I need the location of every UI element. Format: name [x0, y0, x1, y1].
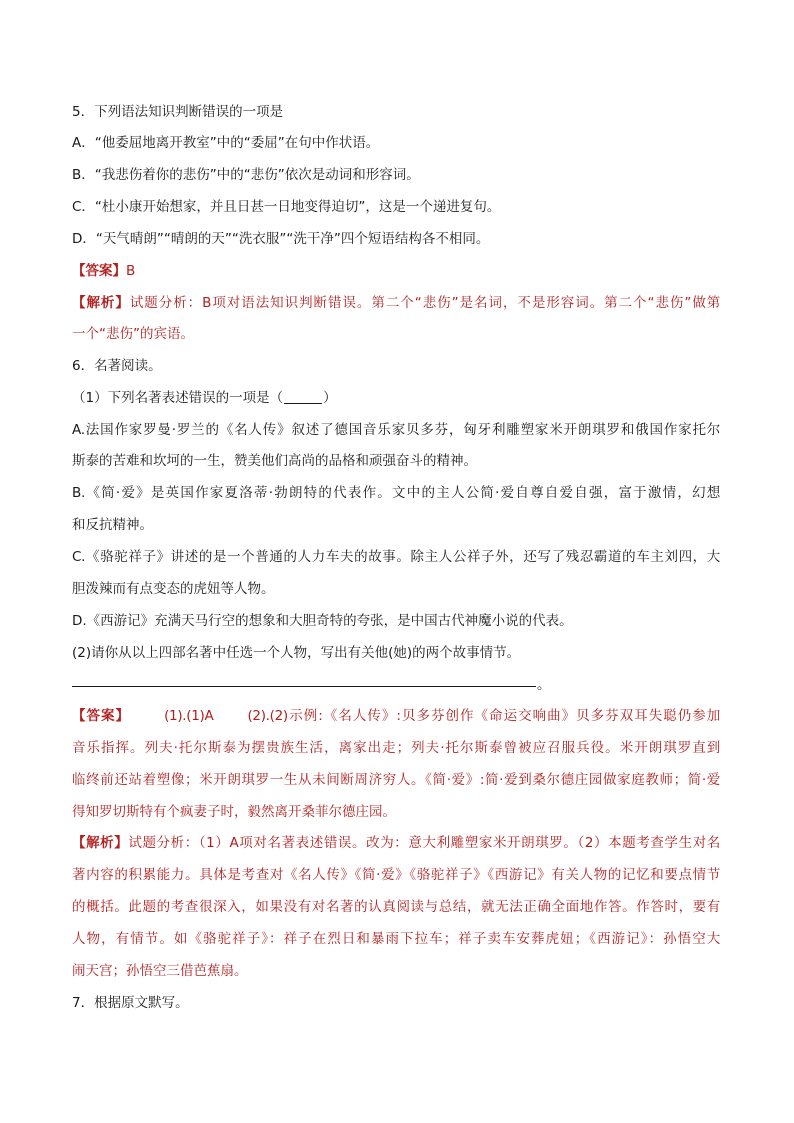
q5-option-b: B．“我悲伤着你的悲伤”中的“悲伤”依次是动词和形容词。: [72, 167, 420, 183]
q6-option-a-line-1: A.法国作家罗曼·罗兰的《名人传》叙述了德国音乐家贝多芬，匈牙利雕塑家米开朗琪罗和俄国作家托尔: [72, 422, 720, 438]
q6-analysis-line-5: 闹天宫；孙悟空三借芭蕉扇。: [72, 963, 248, 979]
q6-option-a-line-2: 斯泰的苦难和坎坷的一生，赞美他们高尚的品格和顽强奋斗的精神。: [72, 453, 477, 469]
q6-analysis-line-3: 的概括。此题的考查很深入，如果没有对名著的认真阅读与总结，就无法正确全面地作答。作答时，要有: [72, 899, 720, 915]
q5-answer: [72, 262, 135, 280]
q6-sub1-suffix: ）: [323, 390, 337, 406]
q5-analysis-line-2: 一个“悲伤”的宾语。: [72, 326, 194, 342]
q6-option-c-line-2: 胆泼辣而有点变态的虎妞等人物。: [72, 581, 275, 597]
q6-option-d: D.《西游记》充满天马行空的想象和大胆奇特的夸张，是中国古代神魔小说的代表。: [72, 613, 573, 629]
q6-answer-line-2: 音乐指挥。列夫·托尔斯泰为摆贵族生活，离家出走；列夫·托尔斯泰曾被应召服兵役。米开朗琪罗直到: [72, 740, 720, 756]
q6-analysis-text-1: 试题分析：（1）A项对名著表述错误。改为：意大利雕塑家米开朗琪罗。（2）本题考查学生对名: [128, 835, 720, 851]
q5-analysis-line-1: [72, 294, 720, 312]
q6-answer-part-2: (2).(2)示例:《名人传》:贝多芬创作《命运交响曲》贝多芬双耳失聪仍参加: [247, 708, 720, 724]
q6-analysis-line-2: 著内容的积累能力。具体是考查对《名人传》《简·爱》《骆驼祥子》《西游记》有关人物的记忆和要点情节: [72, 867, 720, 883]
q6-answer-label: 【答案】: [72, 708, 131, 724]
q7-stem: 7．根据原文默写。: [72, 995, 189, 1011]
q6-analysis-line-1: [72, 834, 720, 852]
q6-sub1-prefix: （1）下列名著表述错误的一项是（: [72, 390, 284, 406]
q5-answer-value: B: [126, 263, 136, 279]
q6-answer-part-1: (1).(1)A: [164, 708, 214, 724]
answer-blank[interactable]: [284, 390, 322, 404]
q5-option-c: C．“杜小康开始想家，并且日甚一日地变得迫切”，这是一个递进复句。: [72, 199, 501, 215]
q5-option-d: D．“天气晴朗”“晴朗的天”“洗衣服”“洗干净”四个短语结构各不相同。: [72, 231, 490, 247]
q5-stem: 5．下列语法知识判断错误的一项是: [72, 104, 284, 120]
q6-option-b-line-2: 和反抗精神。: [72, 517, 153, 533]
q6-sub1: [72, 389, 337, 407]
q6-option-c-line-1: C.《骆驼祥子》讲述的是一个普通的人力车夫的故事。除主人公祥子外，还写了残忍霸道的车主刘四，大: [72, 549, 720, 565]
q5-analysis-text-1: 试题分析：B项对语法知识判断错误。第二个“悲伤”是名词，不是形容词。第二个“悲伤”做第: [129, 295, 720, 311]
q5-answer-label: 【答案】: [72, 263, 126, 279]
q6-stem: 6．名著阅读。: [72, 358, 162, 374]
q6-analysis-line-4: 人物，有情节。如《骆驼祥子》：祥子在烈日和暴雨下拉车；祥子卖车安葬虎妞；《西游记》：孙悟空大: [72, 931, 720, 947]
q6-sub2: (2)请你从以上四部名著中任选一个人物，写出有关他(她)的两个故事情节。: [72, 645, 521, 661]
q6-answer-line-3: 临终前还站着塑像；米开朗琪罗一生从未间断周济穷人。《简·爱》:简·爱到桑尔德庄园做家庭教师；简·爱: [72, 772, 720, 788]
answer-write-line[interactable]: [72, 686, 536, 687]
answer-line-end: 。: [537, 677, 551, 693]
q6-answer-line-4: 得知罗切斯特有个疯妻子时，毅然离开桑菲尔德庄园。: [72, 804, 396, 820]
q5-option-a: A．“他委屈地离开教室”中的“委屈”在句中作状语。: [72, 135, 380, 151]
q6-option-b-line-1: B.《简·爱》是英国作家夏洛蒂·勃朗特的代表作。文中的主人公简·爱自尊自爱自强，富于激情，幻想: [72, 485, 720, 501]
q6-analysis-label: 【解析】: [72, 835, 129, 851]
q6-answer-line-1: [72, 707, 720, 725]
q5-analysis-label: 【解析】: [72, 295, 130, 311]
